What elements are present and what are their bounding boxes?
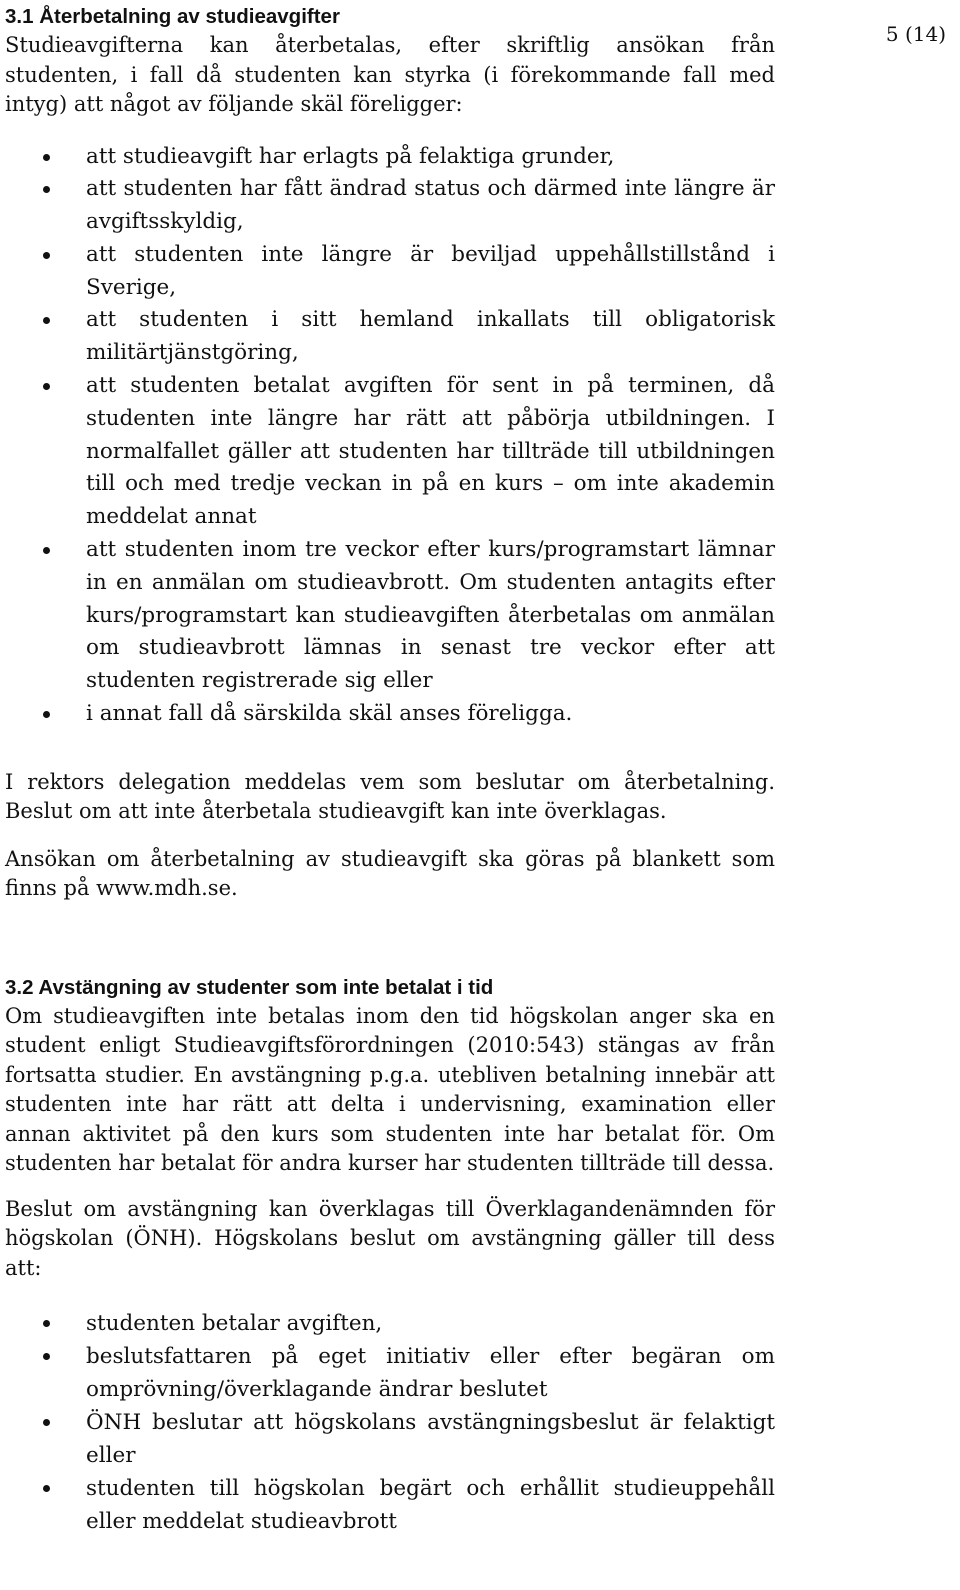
list-item: att studenten i sitt hemland inkallats till obligatorisk militärtjänstgöring, <box>5 304 775 370</box>
list-item: studenten betalar avgiften, <box>5 1307 775 1340</box>
application-paragraph: Ansökan om återbetalning av studieavgift ska göras på blankett som finns på www.mdh.se. <box>5 846 775 901</box>
document-body <box>5 2 775 1538</box>
section-1-intro: Studieavgifterna kan återbetalas, efter skriftlig ansökan från studenten, i fall då studenten kan styrka (i förekommande fall med intyg) att något av följande skäl föreligger: <box>5 33 775 116</box>
section-heading-3-2: 3.2 Avstängning av studenter som inte betalat i tid <box>5 975 494 999</box>
suspension-conditions-list <box>5 1307 775 1538</box>
list-item: att studenten inte längre är beviljad uppehållstillstånd i Sverige, <box>5 239 775 305</box>
refund-reasons-list <box>5 141 775 731</box>
suspension-paragraph: Om studieavgiften inte betalas inom den tid högskolan anger ska en student enligt Studieavgiftsförordningen (2010:543) stängas av från fortsatta studier. En avstängning p.g.a. utebliven betalning innebär att studenten inte har rätt att delta i undervisning, examination eller annan aktivitet på den kurs som studenten inte har betalat för. Om studenten har betalat för andra kurser har studenten tillträde till dessa. <box>5 1003 775 1176</box>
delegation-paragraph: I rektors delegation meddelas vem som beslutar om återbetalning. Beslut om att inte återbetala studieavgift kan inte överklagas. <box>5 769 775 824</box>
list-item: att studieavgift har erlagts på felaktiga grunder, <box>5 141 775 174</box>
list-item: studenten till högskolan begärt och erhållit studieuppehåll eller meddelat studieavbrott <box>5 1472 775 1538</box>
page-number: 5 (14) <box>885 22 946 46</box>
section-heading-3-1: 3.1 Återbetalning av studieavgifter <box>5 5 340 28</box>
list-item: i annat fall då särskilda skäl anses föreligga. <box>5 698 775 731</box>
list-item: beslutsfattaren på eget initiativ eller efter begäran om omprövning/överklagande ändrar beslutet <box>5 1340 775 1406</box>
appeal-paragraph: Beslut om avstängning kan överklagas till Överklagandenämnden för högskolan (ÖNH). Högskolans beslut om avstängning gäller till dess att: <box>5 1196 775 1280</box>
list-item: att studenten har fått ändrad status och därmed inte längre är avgiftsskyldig, <box>5 173 775 239</box>
list-item: att studenten betalat avgiften för sent in på terminen, då studenten inte längre har rätt att påbörja utbildningen. I normalfallet gäller att studenten har tillträde till utbildningen till och med tredje veckan in på en kurs – om inte akademin meddelat annat <box>5 370 775 534</box>
list-item: ÖNH beslutar att högskolans avstängningsbeslut är felaktigt eller <box>5 1406 775 1472</box>
list-item: att studenten inom tre veckor efter kurs/programstart lämnar in en anmälan om studieavbrott. Om studenten antagits efter kurs/programstart kan studieavgiften återbetalas om anmälan om studieavbrott lämnas in senast tre veckor efter att studenten registrerade sig eller <box>5 534 775 698</box>
